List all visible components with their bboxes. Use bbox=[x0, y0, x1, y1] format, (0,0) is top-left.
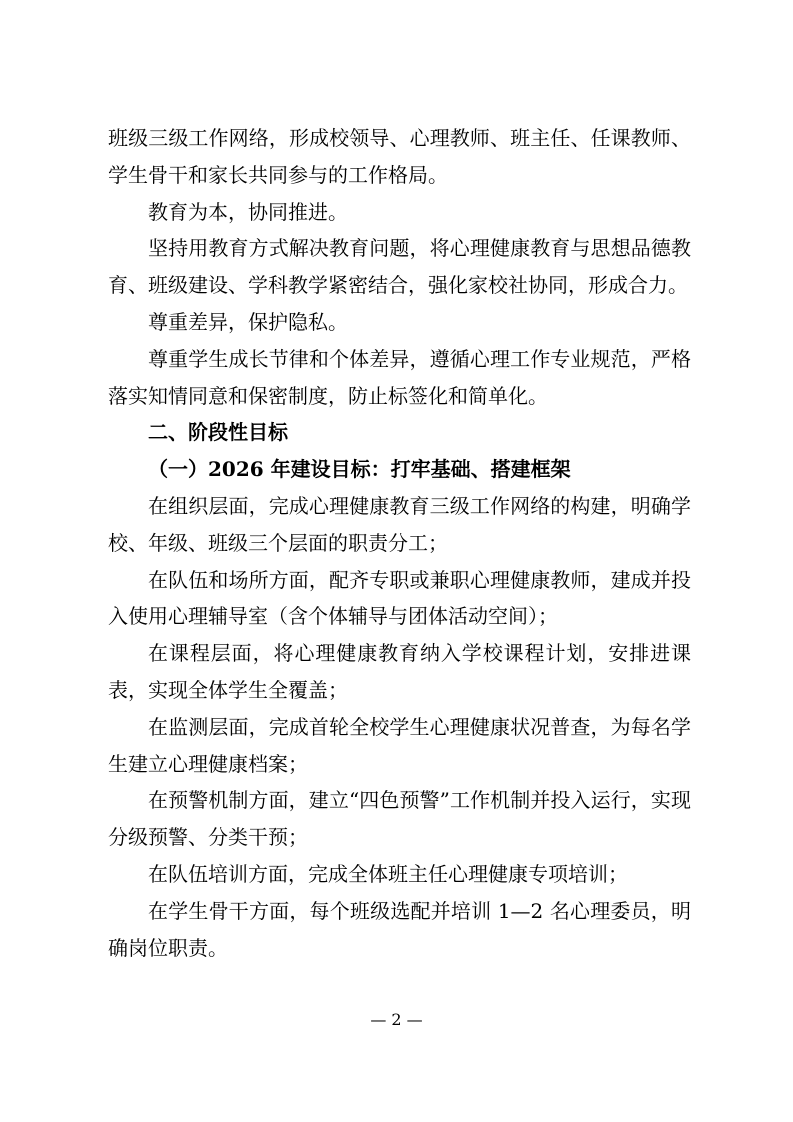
section-heading-goals: 二、阶段性目标 bbox=[148, 420, 288, 445]
paragraph-organization: 在组织层面，完成心理健康教育三级工作网络的构建，明确学校、年级、班级三个层面的职责分工； bbox=[108, 493, 691, 555]
principle-title-privacy: 尊重差异，保护隐私。 bbox=[148, 309, 348, 334]
paragraph-staff-venue: 在队伍和场所方面，配齐专职或兼职心理健康教师，建成并投入使用心理辅导室（含个体辅导与团体活动空间）； bbox=[108, 567, 691, 629]
paragraph-monitoring: 在监测层面，完成首轮全校学生心理健康状况普查，为每名学生建立心理健康档案； bbox=[108, 714, 691, 776]
paragraph-training: 在队伍培训方面，完成全体班主任心理健康专项培训； bbox=[148, 861, 628, 886]
principle-title-education: 教育为本，协同推进。 bbox=[148, 199, 348, 224]
paragraph-curriculum: 在课程层面，将心理健康教育纳入学校课程计划，安排进课表，实现全体学生全覆盖； bbox=[108, 641, 691, 702]
paragraph-continuation: 班级三级工作网络，形成校领导、心理教师、班主任、任课教师、学生骨干和家长共同参与的工作格局。 bbox=[108, 126, 691, 187]
body-text bbox=[108, 120, 691, 966]
paragraph-student-leaders: 在学生骨干方面，每个班级选配并培训 1—2 名心理委员，明确岗位职责。 bbox=[108, 898, 691, 960]
paragraph-warning: 在预警机制方面，建立“四色预警”工作机制并投入运行，实现分级预警、分类干预； bbox=[108, 788, 691, 850]
paragraph-privacy: 尊重学生成长节律和个体差异，遵循心理工作专业规范，严格落实知情同意和保密制度，防止标签化和简单化。 bbox=[108, 346, 691, 408]
page-number: — 2 — bbox=[370, 1010, 423, 1029]
paragraph-education: 坚持用教育方式解决教育问题，将心理健康教育与思想品德教育、班级建设、学科教学紧密结合，强化家校社协同，形成合力。 bbox=[108, 236, 691, 298]
subsection-heading-2026: （一）2026 年建设目标：打牢基础、搭建框架 bbox=[148, 457, 571, 482]
